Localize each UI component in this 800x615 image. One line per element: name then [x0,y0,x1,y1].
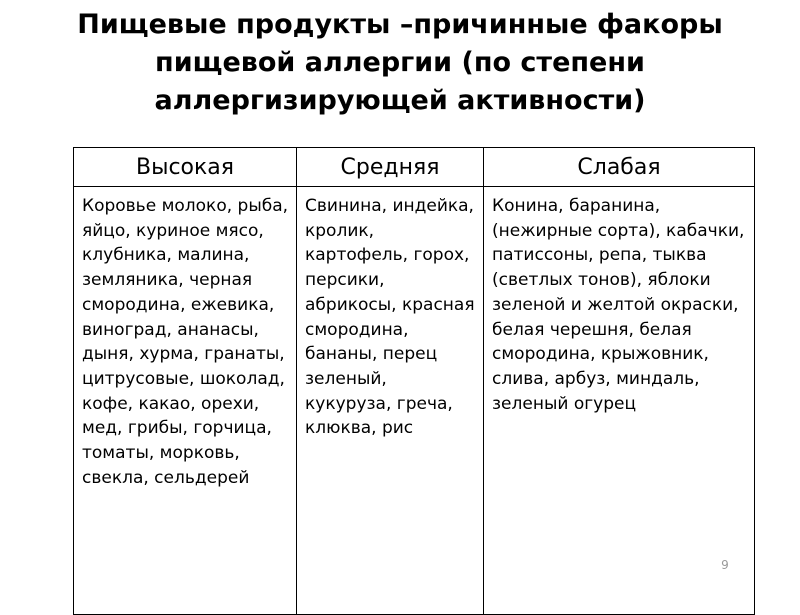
header-low: Слабая [484,148,755,187]
table-header-row [74,148,755,187]
low-activity-foods: Конина, баранина, (нежирные сорта), кабачки, патиссоны, репа, тыква (светлых тонов), яблоки зеленой и желтой окраски, белая черешня, белая смородина, крыжовник, слива, арбуз, миндаль, зеленый огурец [484,187,755,615]
allergy-activity-table [73,147,755,615]
slide-title: Пищевые продукты –причинные факоры пищевой аллергии (по степени аллергизирующей активности) [77,9,723,116]
header-high: Высокая [74,148,297,187]
page-number: 9 [721,558,729,572]
medium-activity-foods: Свинина, индейка, кролик, картофель, горох, персики, абрикосы, красная смородина, бананы, перец зеленый, кукуруза, греча, клюква, рис [297,187,484,615]
table-row [74,187,755,615]
high-activity-foods: Коровье молоко, рыба, яйцо, куриное мясо, клубника, малина, земляника, черная смородина, ежевика, виноград, ананасы, дыня, хурма, гранаты, цитрусовые, шоколад, кофе, какао, орехи, мед, грибы, горчица, томаты, морковь, свекла, сельдерей [74,187,297,615]
header-medium: Средняя [297,148,484,187]
